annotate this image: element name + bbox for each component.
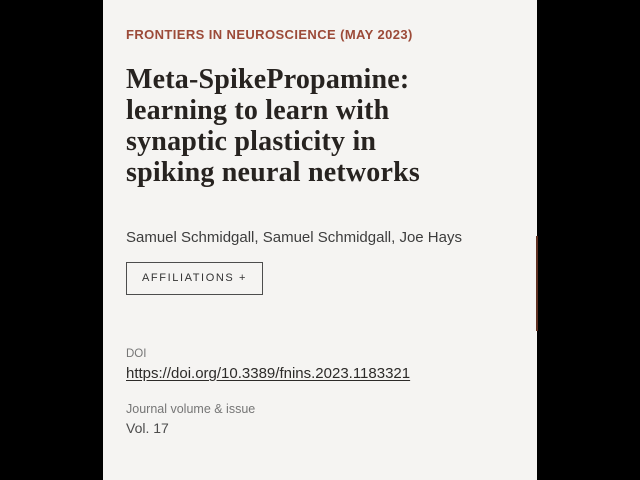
authors-line: Samuel Schmidgall, Samuel Schmidgall, Joe Hays	[126, 229, 462, 246]
title-line-1: Meta-SpikePropamine:	[126, 64, 410, 95]
affiliations-button[interactable]: AFFILIATIONS +	[126, 262, 263, 295]
journal-kicker: FRONTIERS IN NEUROSCIENCE (MAY 2023)	[126, 27, 413, 42]
title-line-2: learning to learn with	[126, 95, 390, 126]
article-card	[103, 0, 537, 480]
title-line-3: synaptic plasticity in	[126, 126, 377, 157]
page-title	[126, 64, 420, 188]
doi-label: DOI	[126, 348, 147, 360]
journal-volume-value: Vol. 17	[126, 420, 169, 436]
right-edge-marker	[536, 236, 538, 331]
journal-volume-label: Journal volume & issue	[126, 402, 256, 416]
title-line-4: spiking neural networks	[126, 157, 420, 188]
doi-link[interactable]: https://doi.org/10.3389/fnins.2023.1183321	[126, 365, 411, 382]
